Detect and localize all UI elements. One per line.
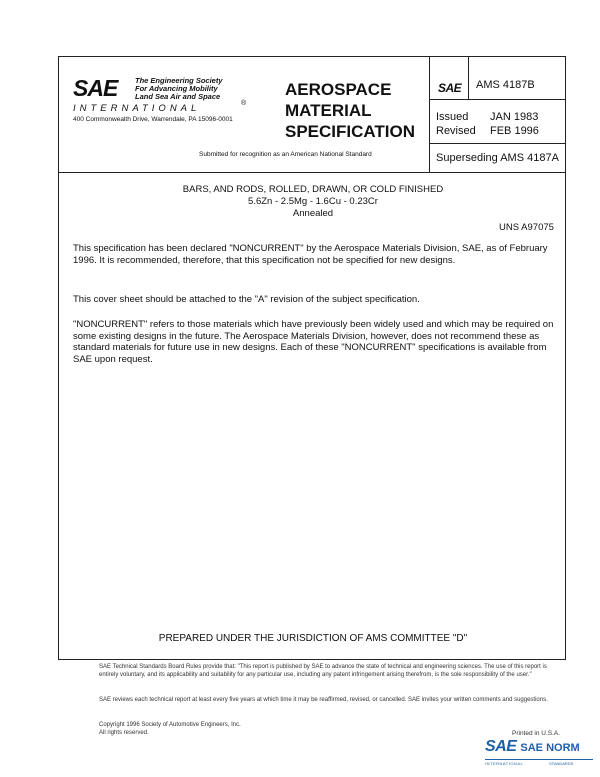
logo-tagline-1: The Engineering Society — [135, 76, 223, 85]
watermark-rule — [485, 759, 593, 760]
document-title — [285, 79, 415, 142]
spec-info-box — [429, 57, 566, 172]
footer-review: SAE reviews each technical report at least every five years at which time it may be reaffirmed, revised, or cancelled. SAE invites your written comments and suggestions. — [99, 697, 548, 703]
issued-date: JAN 1983 — [490, 111, 539, 123]
logo-tagline-3: Land Sea Air and Space — [135, 92, 221, 101]
paragraph-definition: "NONCURRENT" refers to those materials which have previously been widely used and which may be required on some existing designs in the future. The Aerospace Materials Division, however, does not recommend these as standard materials for future use in new designs. Each of these "NONCURRENT" specifications is available from SAE upon request. — [73, 319, 554, 365]
printed-in: Printed in U.S.A. — [512, 730, 561, 737]
sae-small-logo: SAE — [438, 81, 462, 95]
superseding: Superseding AMS 4187A — [436, 152, 559, 164]
divider — [468, 57, 469, 99]
revised-label: Revised — [436, 125, 476, 137]
submitted-note: Submitted for recognition as an American National Standard — [199, 151, 372, 158]
logo-international: INTERNATIONAL — [73, 103, 201, 114]
prepared-under: PREPARED UNDER THE JURISDICTION OF AMS COMMITTEE "D" — [158, 633, 468, 644]
document-frame — [58, 56, 566, 660]
title-line-1: AEROSPACE — [285, 80, 392, 99]
footer-copyright — [99, 722, 557, 737]
revised-date: FEB 1996 — [490, 125, 539, 137]
header-divider — [59, 172, 565, 173]
uns-number: UNS A97075 — [499, 222, 554, 233]
paragraph-cover-sheet: This cover sheet should be attached to the "A" revision of the subject specification. — [73, 294, 420, 305]
logo-tagline — [135, 77, 255, 101]
material-title: BARS, AND RODS, ROLLED, DRAWN, OR COLD FINISHED — [182, 184, 444, 195]
watermark-sae: SAE — [485, 738, 517, 755]
copyright-line: Copyright 1996 Society of Automotive Engineers, Inc. — [99, 722, 241, 728]
ams-number-row — [430, 57, 566, 100]
issued-label: Issued — [436, 111, 469, 123]
logo-sae-text: SAE — [73, 75, 118, 101]
watermark-norm: SAE NORM — [520, 742, 580, 754]
sae-norm-watermark — [485, 738, 580, 766]
title-line-3: SPECIFICATION — [285, 122, 416, 141]
title-line-2: MATERIAL — [285, 101, 372, 120]
footer-rules: SAE Technical Standards Board Rules provide that: "This report is published by SAE to advance the state of technical and engineering sciences. The use of this report is entirely voluntary, and its applicability and suitability for any particular use, including any patent infringement arising therefrom, is the sole responsibility of the user." — [99, 664, 547, 678]
material-condition: Annealed — [292, 208, 334, 219]
ams-number: AMS 4187B — [476, 79, 535, 91]
watermark-sub-right: STANDARDS — [549, 761, 574, 766]
address: 400 Commonwealth Drive, Warrendale, PA 15096-0001 — [73, 116, 233, 123]
registered-mark: ® — [241, 100, 247, 107]
material-composition: 5.6Zn - 2.5Mg - 1.6Cu - 0.23Cr — [248, 196, 378, 207]
rights-line: All rights reserved. — [99, 729, 149, 736]
logo-tagline-2: For Advancing Mobility — [135, 84, 218, 93]
watermark-sub-left: INTERNATIONAL — [485, 761, 524, 766]
paragraph-noncurrent: This specification has been declared "NONCURRENT" by the Aerospace Materials Division, SAE, as of February 1996. It is recommended, therefore, that this specification not be specified for new designs. — [73, 243, 548, 266]
